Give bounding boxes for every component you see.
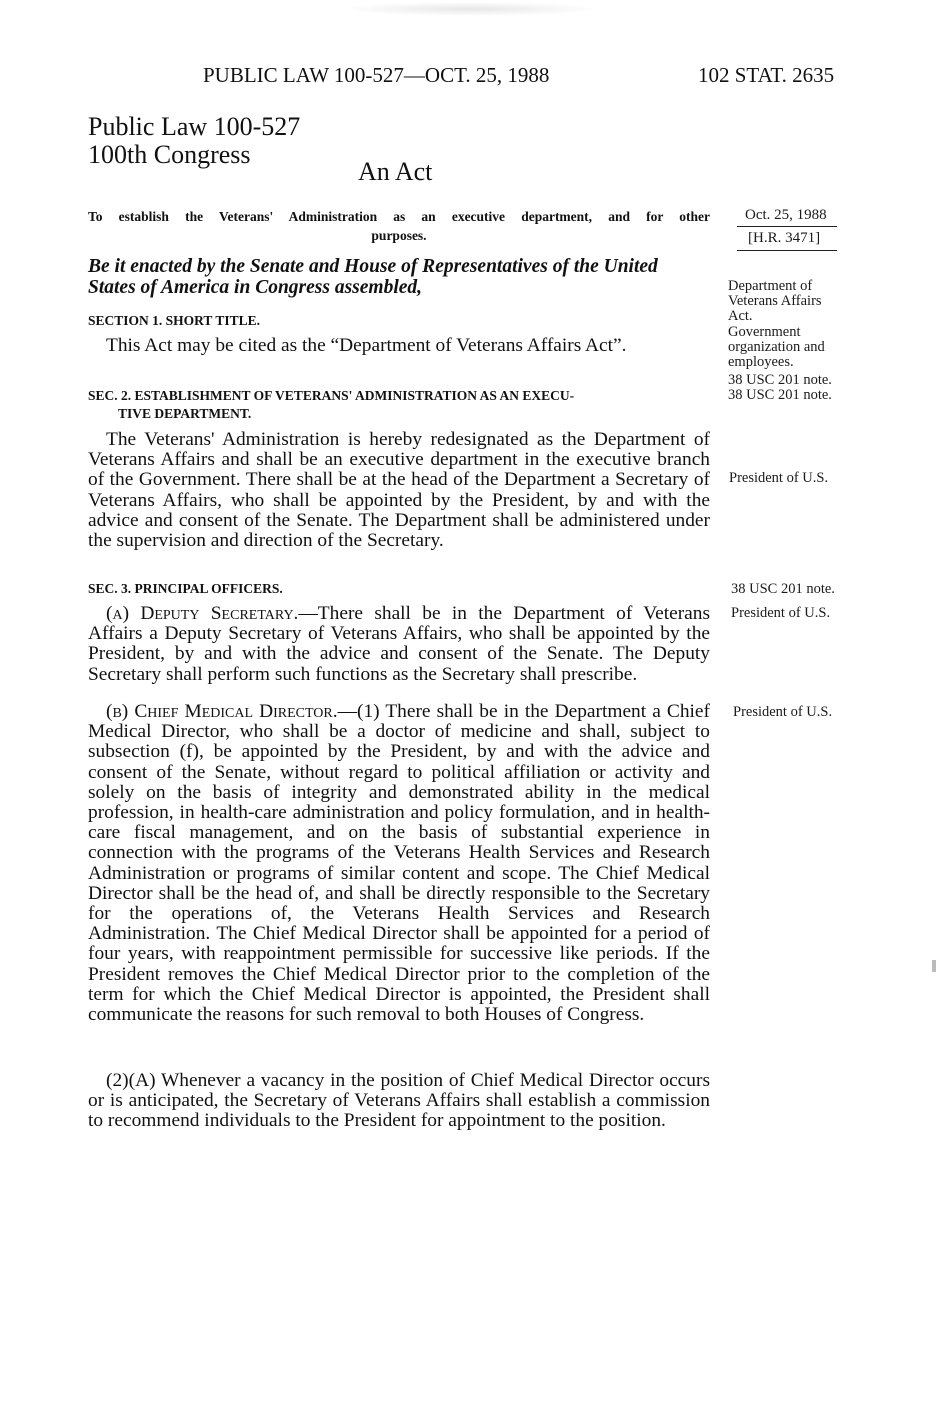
section-3b-paragraph [88,702,710,1025]
subsection-text: —There shall be in the Department of Veterans Affairs a Deputy Secretary of Veterans Affairs, who shall be appointed by the President, by and with the advice and consent of the Senate. The Deputy Secretary shall perform such functions as the Secretary shall prescribe. [88,603,710,685]
margin-note-usc: 38 USC 201 note. [728,372,832,388]
margin-note-line: Act. [728,308,753,324]
margin-note-president: President of U.S. [733,704,833,720]
section-2-heading-line: TIVE DEPARTMENT. [118,406,252,421]
section-2-heading-line: SEC. 2. ESTABLISHMENT OF VETERANS' ADMINISTRATION AS AN EXECU- [88,388,575,403]
margin-note-line: Veterans Affairs [728,293,822,309]
section-1-heading: SECTION 1. SHORT TITLE. [88,313,260,328]
margin-note-short-title [728,279,822,324]
purpose-line: To establish the Veterans' Administration as an executive department, and for other [88,209,710,224]
margin-note-president: President of U.S. [731,605,831,621]
margin-note-line: Government [728,324,801,340]
margin-note-government [728,325,825,370]
margin-note-line: organization and [728,339,825,355]
scan-artifact [340,2,600,16]
law-number: Public Law 100-527 [88,112,301,141]
margin-rule [737,226,837,227]
section-3-heading: SEC. 3. PRINCIPAL OFFICERS. [88,581,283,596]
margin-note-line: employees. [728,354,794,370]
margin-note-president: President of U.S. [729,470,829,486]
subsection-label: (b) Chief Medical Director. [106,701,338,722]
margin-rule [737,250,837,251]
section-2-heading [88,387,710,423]
section-3b2-paragraph: (2)(A) Whenever a vacancy in the position of Chief Medical Director occurs or is anticipated, the Secretary of Veterans Affairs shall establish a commission to recommend individuals to the President for appointment to the position. [88,1070,710,1132]
act-heading: An Act [358,157,433,186]
subsection-label: (a) Deputy Secretary. [106,603,299,624]
subsection-text: —(1) There shall be in the Department a Chief Medical Director, who shall be a doctor of medicine and shall, subject to subsection (f), be appointed by the President, by and with the advice and consent of the Senate, without regard to political affiliation or activity and solely on the basis of integrity and demonstrated ability in the medical profession, in health-care administration and policy formulation, and in health-care fiscal management, and on the basis of substantial experience in connection with the programs of the Veterans Health Services and Research Administration or programs of similar content and scope. The Chief Medical Director shall be the head of, and shall be directly responsible to the Secretary for the operations of, the Veterans Health Services and Research Administration. The Chief Medical Director shall be appointed for a period of four years, with reappointment permissible for successive like periods. If the President removes the Chief Medical Director prior to the completion of the term for which the Chief Medical Director is appointed, the President shall communicate the reasons for such removal to both Houses of Congress. [88,701,710,1026]
margin-note-usc: 38 USC 201 note. [728,387,832,403]
purpose-statement [88,207,710,245]
running-head-left: PUBLIC LAW 100-527—OCT. 25, 1988 [203,63,550,87]
law-title-block [88,113,300,169]
purpose-line: purposes. [371,228,427,243]
margin-note-bill: [H.R. 3471] [748,230,821,246]
margin-note-date: Oct. 25, 1988 [745,207,827,223]
scan-artifact [932,960,936,972]
margin-note-line: Department of [728,278,813,294]
enacting-clause: Be it enacted by the Senate and House of Representatives of the United States of America in Congress assembled, [88,256,658,298]
section-1-text: This Act may be cited as the “Department of Veterans Affairs Act”. [106,335,627,356]
section-2-text: The Veterans' Administration is hereby redesignated as the Department of Veterans Affairs and shall be an executive department in the executive branch of the Government. There shall be at the head of the Department a Secretary of Veterans Affairs, who shall be appointed by the President, by and with the advice and consent of the Senate. The Department shall be administered under the supervision and direction of the Secretary. [88,429,710,552]
running-head-right: 102 STAT. 2635 [698,63,835,87]
congress-number: 100th Congress [88,140,251,169]
section-3a-paragraph [88,604,710,685]
margin-note-usc: 38 USC 201 note. [731,581,835,597]
